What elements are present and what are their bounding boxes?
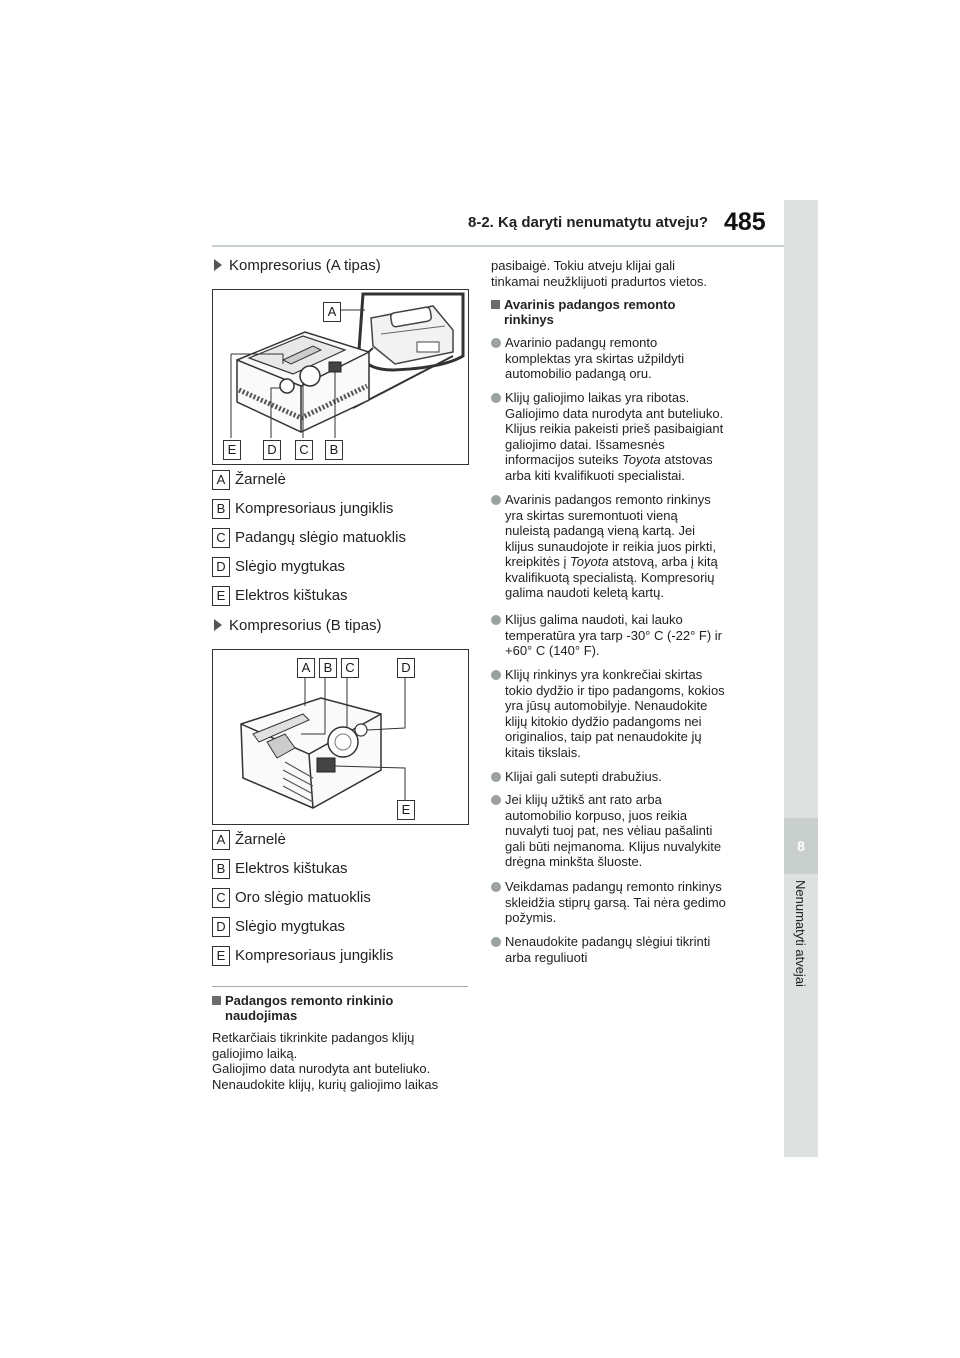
chapter-title-tab (784, 880, 818, 1080)
circle-bullet-icon (491, 882, 501, 892)
square-bullet-icon (491, 300, 500, 309)
legend-item: E Kompresoriaus jungiklis (212, 945, 393, 967)
section-use-heading: Padangos remonto rinkinio naudojimas (212, 993, 393, 1023)
bullet-item: Jei klijų užtikš ant rato arba automobilio korpuso, juos reikia nuvalyti tuoj pat, nes vėliau pašalinti gali būti neįmanoma. Klijus nuvalykite drėgna minkšta šluoste. (491, 792, 755, 870)
callout-d: D (263, 440, 281, 460)
bullet-item: Klijai gali sutepti drabužius. (491, 769, 755, 785)
figure-b-illustration (212, 649, 469, 825)
bullet-item: Avarinis padangos remonto rinkinys yra skirtas suremontuoti vieną nuleistą padangą vieną kartą. Jei klijus sunaudojote ir reikia juos pirkti, kreipkitės į Toyota atstovą, arba į kitą kvalifikuotą specialistą. Kompresorių galima naudoti keletą kartų. (491, 492, 755, 601)
legend-item: C Padangų slėgio matuoklis (212, 527, 406, 549)
circle-bullet-icon (491, 772, 501, 782)
callout-a: A (323, 302, 341, 322)
chapter-number: 8 (797, 838, 805, 854)
legend-item: A Žarnelė (212, 469, 406, 491)
bullet-item: Veikdamas padangų remonto rinkinys skleidžia stiprų garsą. Tai nėra gedimo požymis. (491, 879, 755, 926)
callout-b: B (319, 658, 337, 678)
bullet-item: Avarinio padangų remonto komplektas yra skirtas užpildyti automobilio padangą oru. (491, 335, 755, 382)
continuation-text: pasibaigė. Tokiu atveju klijai gali tinkamai neužklijuoti pradurtos vietos. (491, 258, 708, 289)
chapter-number-tab (784, 818, 818, 874)
circle-bullet-icon (491, 795, 501, 805)
callout-a: A (297, 658, 315, 678)
legend-item: B Elektros kištukas (212, 858, 393, 880)
legend-item: D Slėgio mygtukas (212, 556, 406, 578)
bullet-item: Nenaudokite padangų slėgiui tikrinti arba reguliuoti (491, 934, 755, 965)
callout-c: C (341, 658, 359, 678)
section-title: 8-2. Ką daryti nenumatytu atveju? (468, 214, 709, 231)
triangle-bullet-icon (214, 619, 222, 631)
circle-bullet-icon (491, 338, 501, 348)
header-rule (212, 245, 784, 247)
emergency-kit-heading: Avarinis padangos remonto rinkinys (491, 297, 675, 327)
callout-e: E (397, 800, 415, 820)
circle-bullet-icon (491, 615, 501, 625)
page-number: 485 (724, 208, 766, 236)
callout-c: C (295, 440, 313, 460)
bullet-item: Klijų rinkinys yra konkrečiai skirtas tokio dydžio ir tipo padangoms, kokios yra jūsų automobilyje. Nenaudokite klijų kitokio dydžio padangoms nei originalios, taip pat nenaudokite jų kitais tikslais. (491, 667, 755, 760)
chapter-title: Nenumatyti atvejai (793, 880, 808, 987)
figure-a-heading (214, 257, 381, 274)
circle-bullet-icon (491, 670, 501, 680)
legend-item: B Kompresoriaus jungiklis (212, 498, 406, 520)
legend-item: A Žarnelė (212, 829, 393, 851)
legend-item: E Elektros kištukas (212, 585, 406, 607)
figure-b-heading-text: Kompresorius (B tipas) (229, 617, 382, 634)
section-use-text: Retkarčiais tikrinkite padangos klijų galiojimo laiką. Galiojimo data nurodyta ant buteliuko. Nenaudokite klijų, kurių galiojimo laikas (212, 1030, 439, 1092)
callout-b: B (325, 440, 343, 460)
figure-b-heading (214, 617, 382, 634)
bullet-item: Klijus galima naudoti, kai lauko temperatūra yra tarp -30° C (-22° F) ir +60° C (140° F). (491, 612, 755, 659)
square-bullet-icon (212, 996, 221, 1005)
figure-b-legend (212, 829, 393, 967)
circle-bullet-icon (491, 495, 501, 505)
triangle-bullet-icon (214, 259, 222, 271)
figure-a-legend (212, 469, 406, 607)
legend-item: C Oro slėgio matuoklis (212, 887, 393, 909)
legend-item: D Slėgio mygtukas (212, 916, 393, 938)
figure-a-illustration (212, 289, 469, 465)
circle-bullet-icon (491, 393, 501, 403)
bullet-item: Klijų galiojimo laikas yra ribotas. Galiojimo data nurodyta ant buteliuko. Klijus reikia pakeisti prieš pasibaigiant galiojimo datai. Išsamesnės informacijos suteiks Toyota atstovas arba kiti kvalifikuoti specialistai. (491, 390, 755, 483)
callout-d: D (397, 658, 415, 678)
figure-a-heading-text: Kompresorius (A tipas) (229, 257, 381, 274)
section-divider (212, 986, 468, 987)
circle-bullet-icon (491, 937, 501, 947)
callout-e: E (223, 440, 241, 460)
